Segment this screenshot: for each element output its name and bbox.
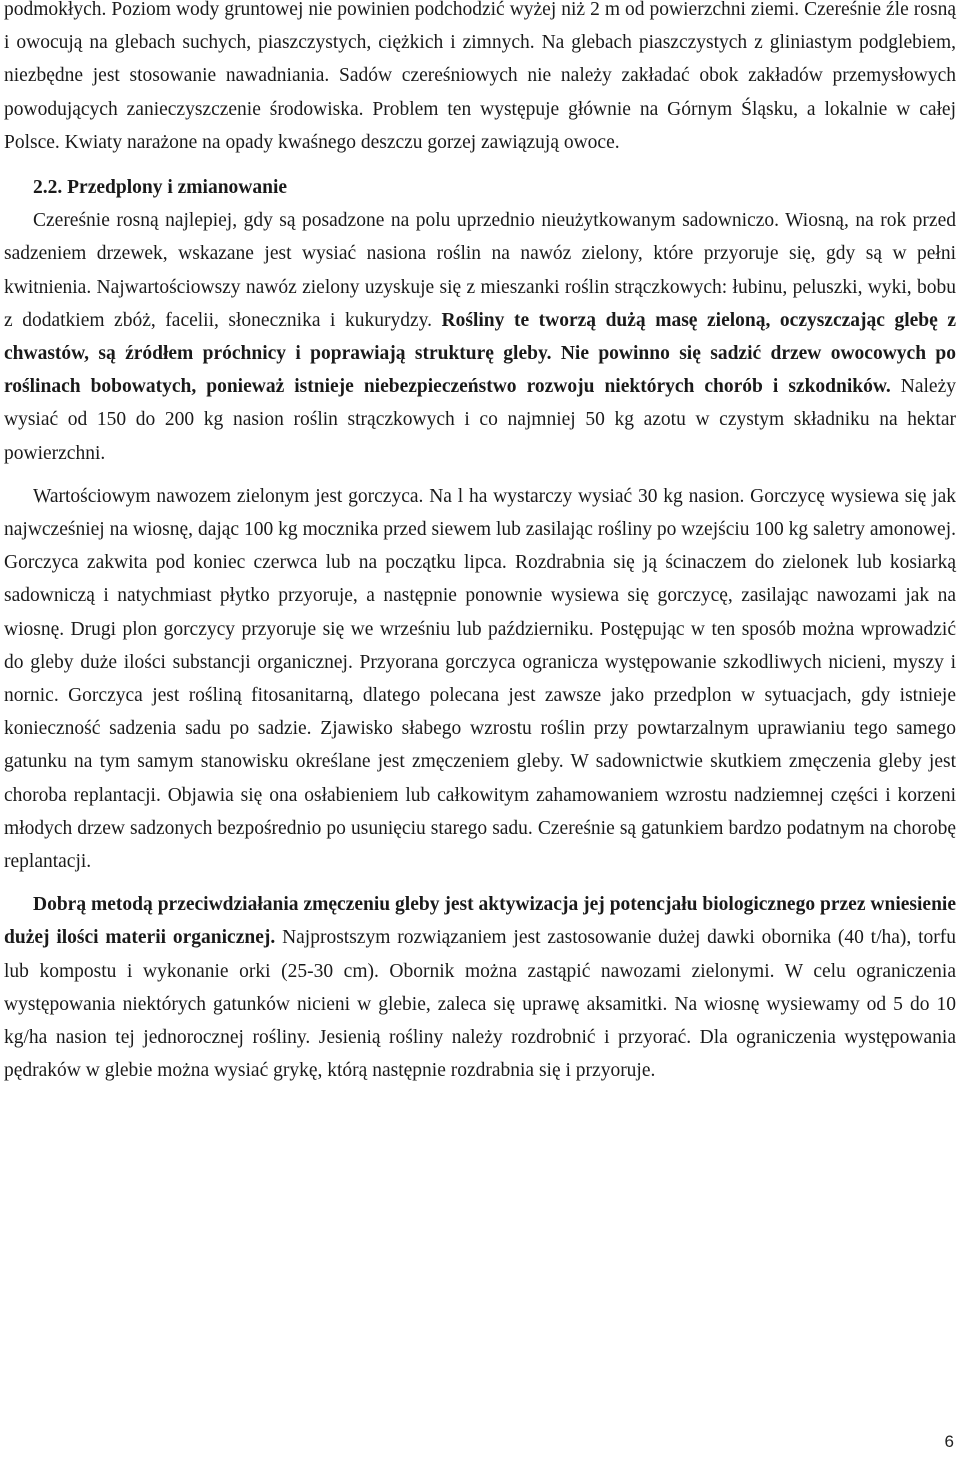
- paragraph-text: Najprostszym rozwiązaniem jest zastosowanie dużej dawki obornika (40 t/ha), torfu lub kompostu i wykonanie orki (25-30 cm). Obornik można zastąpić nawozami zielonymi. W celu ograniczenia występowania niektórych gatunków nicieni w glebie, zaleca się uprawę aksamitki. Na wiosnę wysiewamy od 5 do 10 kg/ha nasion tej jednorocznej rośliny. Jesienią rośliny należy rozdrobnić i przyorać. Dla ograniczenia występowania pędraków w glebie można wysiać grykę, którą następnie rozdrabnia się i przyoruje.: [4, 927, 956, 1082]
- bold-emphasis: Dobrą metodą przeciwdziałania zmęczeniu gleby jest aktywizacja jej potencjału biologicznego przez wniesienie dużej ilości materii organicznej.: [4, 894, 956, 949]
- paragraph-soil-conditions: podmokłych. Poziom wody gruntowej nie powinien podchodzić wyżej niż 2 m od powierzchni ziemi. Czereśnie źle rosną i owocują na glebach suchych, piaszczystych, ciężkich i zimnych. Na glebach piaszczystych z gliniastym podglebiem, niezbędne jest stosowanie nawadniania. Sadów czereśniowych nie należy zakładać obok zakładów przemysłowych powodujących zanieczyszczenie środowiska. Problem ten występuje głównie na Górnym Śląsku, a lokalnie w całej Polsce. Kwiaty narażone na opady kwaśnego deszczu gorzej zawiązują owoce.: [4, 0, 956, 153]
- document-page: [4, 0, 956, 1088]
- paragraph-green-manure: [4, 204, 956, 470]
- section-heading: 2.2. Przedplony i zmianowanie: [33, 177, 288, 199]
- paragraph-soil-fatigue: [4, 888, 956, 1087]
- paragraph-mustard: Wartościowym nawozem zielonym jest gorczyca. Na l ha wystarczy wysiać 30 kg nasion. Gorczycę wysiewa się jak najwcześniej na wiosnę, dając 100 kg mocznika przed siewem lub zasilając rośliny po wzejściu 100 kg saletry amonowej. Gorczyca zakwita pod koniec czerwca lub na początku lipca. Rozdrabnia się ją ścinaczem do zielonek lub kosiarką sadowniczą i natychmiast płytko przyoruje, a następnie ponownie wysiewa się gorczycę, zasilając nawozami jak na wiosnę. Drugi plon gorczycy przyoruje się we wrześniu lub październiku. Postępując w ten sposób można wprowadzić do gleby duże ilości substancji organicznej. Przyorana gorczyca ogranicza występowanie szkodliwych nicieni, myszy i nornic. Gorczyca jest rośliną fitosanitarną, dlatego polecana jest zawsze jako przedplon w sytuacjach, gdy istnieje konieczność sadzenia sadu po sadzie. Zjawisko słabego wzrostu roślin przy powtarzalnym uprawianiu tego samego gatunku na tym samym stanowisku określane jest zmęczeniem gleby. W sadownictwie skutkiem zmęczenia gleby jest choroba replantacji. Objawia się ona osłabieniem lub całkowitym zahamowaniem wzrostu nadziemnej części i korzeni młodych drzew sadzonych bezpośrednio po usunięciu starego sadu. Czereśnie są gatunkiem bardzo podatnym na chorobę replantacji.: [4, 485, 956, 873]
- bold-emphasis: Rośliny te tworzą dużą masę zieloną, oczyszczając glebę z chwastów, są źródłem próchnicy i poprawiają strukturę gleby. Nie powinno się sadzić drzew owocowych po roślinach bobowatych, ponieważ istnieje niebezpieczeństwo rozwoju niektórych chorób i szkodników.: [4, 309, 956, 398]
- paragraph-text: Czereśnie rosną najlepiej, gdy są posadzone na polu uprzednio nieużytkowanym sadowniczo. Wiosną, na rok przed sadzeniem drzewek, wskazane jest wysiać nasiona roślin na nawóz zielony, które przyoruje się, gdy są w pełni kwitnienia. Najwartościowszy nawóz zielony uzyskuje się z mieszanki roślin strączkowych: łubinu, peluszki, wyki, bobu z dodatkiem zbóż, facelii, słonecznika i kukurydzy.: [4, 210, 956, 331]
- paragraph-text: Należy wysiać od 150 do 200 kg nasion roślin strączkowych i co najmniej 50 kg azotu w czystym składniku na hektar powierzchni.: [4, 376, 956, 464]
- page-number: 6: [944, 1432, 954, 1451]
